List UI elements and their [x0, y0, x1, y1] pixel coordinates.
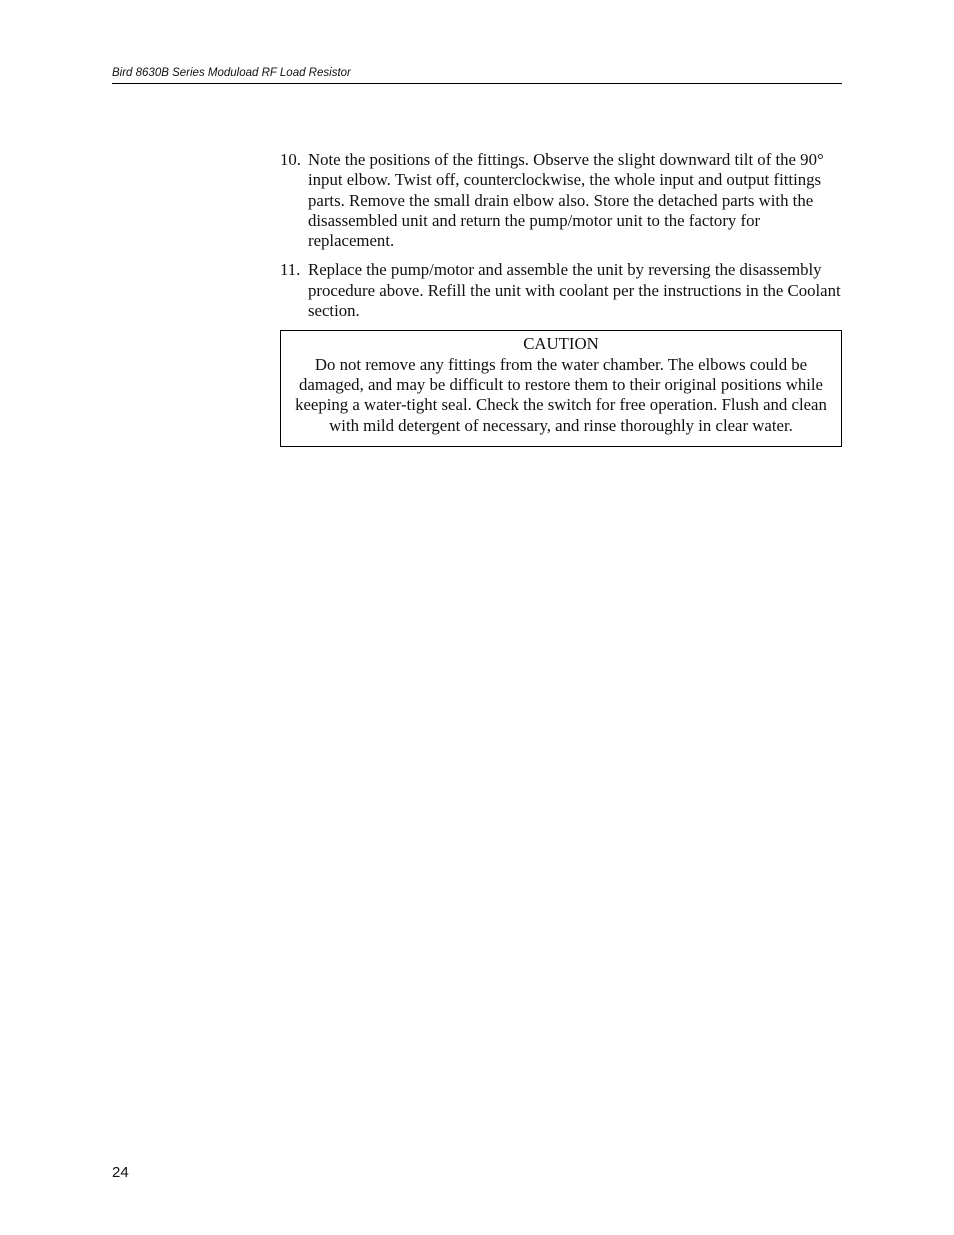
- step-11: [280, 260, 842, 321]
- caution-title: CAUTION: [523, 334, 599, 354]
- page-number: 24: [112, 1164, 129, 1181]
- step-text: Note the positions of the fittings. Observe the slight downward tilt of the 90° input elbow. Twist off, counterclockwise, the whole input and output fittings parts. Remove the small drain elbow also. Store the detached parts with the disassembled unit and return the pump/motor unit to the factory for replacement.: [308, 150, 824, 251]
- step-text: Replace the pump/motor and assemble the unit by reversing the disassembly procedure above. Refill the unit with coolant per the instructions in the Coolant section.: [308, 260, 841, 321]
- caution-box: [280, 330, 842, 446]
- running-header: Bird 8630B Series Moduload RF Load Resistor: [112, 67, 351, 79]
- header-rule: [112, 83, 842, 84]
- caution-body: Do not remove any fittings from the water chamber. The elbows could be damaged, and may be difficult to restore them to their original positions while keeping a water-tight seal. Check the switch for free operation. Flush and clean with mild detergent of necessary, and rinse thoroughly in clear water.: [295, 354, 827, 435]
- main-content: [280, 150, 842, 447]
- step-10: [280, 150, 842, 251]
- step-number: 11.: [280, 260, 301, 280]
- step-number: 10.: [280, 150, 301, 169]
